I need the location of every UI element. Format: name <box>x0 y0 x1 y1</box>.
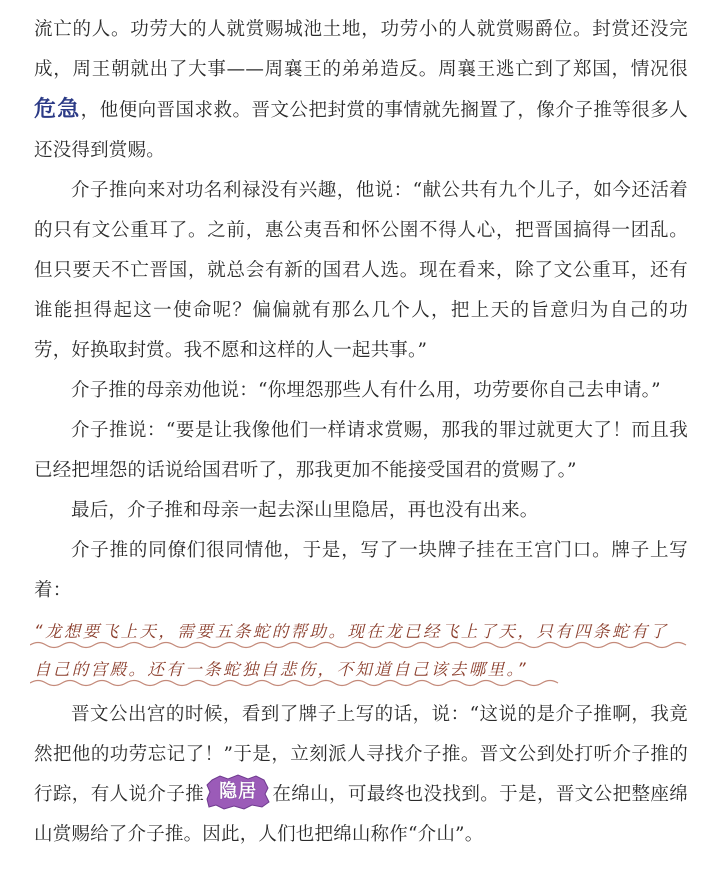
paragraph-1-text: 流亡的人。功劳大的人就赏赐城池土地，功劳小的人就赏赐爵位。封赏还没完成，周王朝就出了大事——周襄王的弟弟造反。周襄王逃亡到了郑国，情况很 <box>34 19 688 80</box>
paragraph-6: 介子推的同僚们很同情他，于是，写了一块牌子挂在王宫门口。牌子上写着： <box>34 540 688 601</box>
wavy-underline-2 <box>30 678 570 688</box>
sign-line-2 <box>30 651 688 689</box>
paragraph-7-end: 在绵山，可最终也没找到。于是，晋文公把整座绵山赏赐给了介子推。因此，人们也把绵山称作“介山”。 <box>34 784 688 845</box>
paragraph-7 <box>34 695 688 855</box>
emphasis-word: 危急 <box>34 97 81 122</box>
highlight-badge-label: 隐居 <box>219 781 258 802</box>
paragraph-7-text: 晋文公出宫的时候，看到了牌子上写的话，说：“这说的是介子推啊，我竟然把他的功劳忘记了！”于是，立刻派人寻找介子推。晋文公到处打听介子推的行踪，有人说介子推 <box>34 704 688 805</box>
paragraph-4: 介子推说：“要是让我像他们一样请求赏赐，那我的罪过就更大了！而且我已经把埋怨的话说给国君听了，那我更加不能接受国君的赏赐了。” <box>34 420 688 481</box>
paragraph-1-end: ，他便向晋国求救。晋文公把封赏的事情就先搁置了，像介子推等很多人还没得到赏赐。 <box>34 100 688 161</box>
highlight-badge <box>206 774 270 810</box>
sign-line-1 <box>30 613 688 651</box>
paragraph-5: 最后，介子推和母亲一起去深山里隐居，再也没有出来。 <box>71 500 539 521</box>
sign-quote <box>30 613 688 689</box>
wavy-underline-1 <box>30 640 690 650</box>
paragraph-1 <box>34 10 688 171</box>
sign-line-2-text: 自己的宫殿。还有一条蛇独自悲伤，不知道自己该去哪里。” <box>34 660 529 679</box>
paragraph-2: 介子推向来对功名利禄没有兴趣，他说：“献公共有九个儿子，如今还活着的只有文公重耳了。之前，惠公夷吾和怀公圉不得人心，把晋国搞得一团乱。但只要天不亡晋国，就总会有新的国君人选。现在看来，除了文公重耳，还有谁能担得起这一使命呢？偏偏就有那么几个人，把上天的旨意归为自己的功劳，好换取封赏。我不愿和这样的人一起共事。” <box>34 180 688 361</box>
sign-line-1-text: “龙想要飞上天，需要五条蛇的帮助。现在龙已经飞上了天，只有四条蛇有了 <box>34 622 669 641</box>
paragraph-3: 介子推的母亲劝他说：“你埋怨那些人有什么用，功劳要你自己去申请。” <box>71 380 661 401</box>
